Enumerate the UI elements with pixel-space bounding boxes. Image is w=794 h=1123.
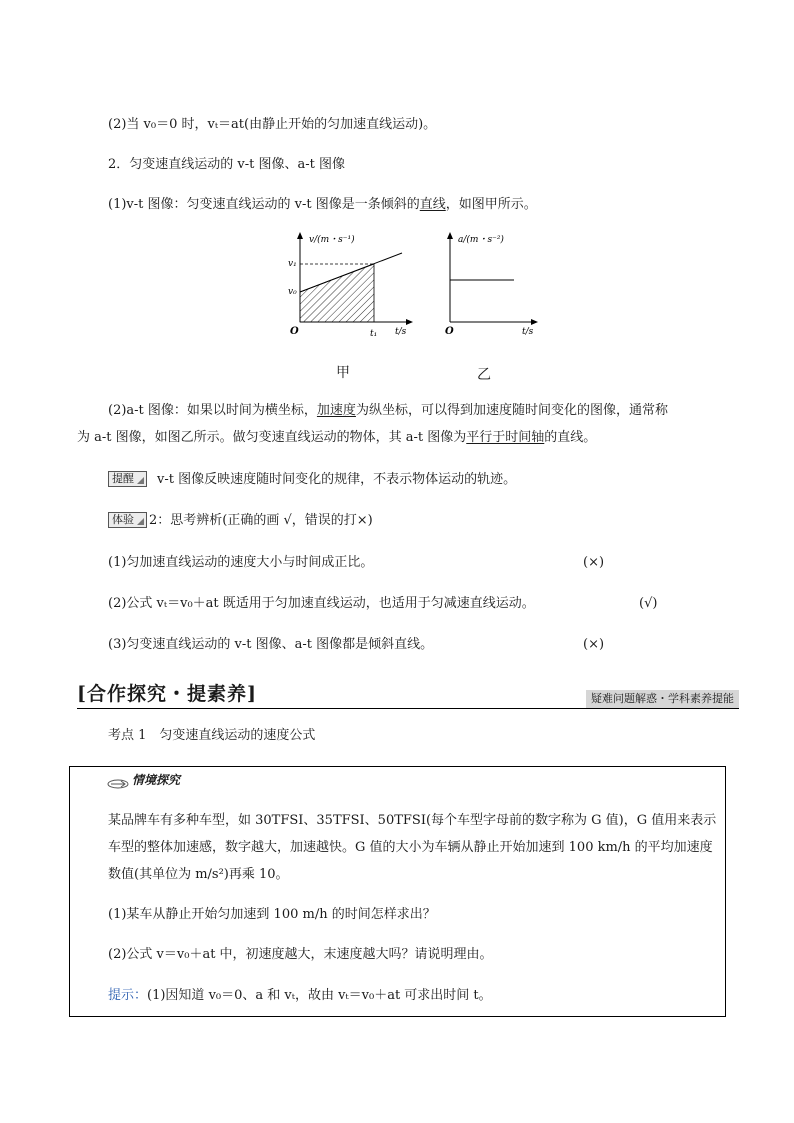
underlined-answer: 加速度 (316, 403, 356, 418)
text: 的直线。 (544, 430, 597, 445)
t1-label: t₁ (370, 329, 378, 339)
tip-line (108, 470, 516, 490)
hatched-area (300, 264, 374, 322)
x-arrow-icon (406, 319, 413, 325)
section-rule (77, 708, 739, 709)
section-title: [合作探究・提素养] (77, 683, 257, 705)
question-1: (1)匀加速直线运动的速度大小与时间成正比。 (108, 555, 374, 570)
v0-label: v₀ (288, 287, 297, 297)
underlined-answer: 平行于时间轴 (466, 430, 545, 445)
line-at-graph-cont (77, 428, 596, 448)
section-badge: 疑难问题解惑・学科素养提能 (586, 690, 739, 708)
text: 为 a-t 图像，如图乙所示。做匀变速直线运动的物体，其 a-t 图像为 (77, 430, 467, 445)
hint-line (108, 986, 492, 1006)
scenario-icon (107, 779, 129, 789)
vt-graph (282, 230, 422, 345)
scenario-paragraph: 某品牌车有多种车型，如 30TFSI、35TFSI、50TFSI(每个车型字母前的数字称为 G 值)，G 值用来表示车型的整体加速感，数字越大，加速越快。G 值的大小为车辆从静止开始加速到 100 km/h 的平均加速度数值(其单位为 m/s²)再乘 10。 (108, 813, 717, 882)
y-label: v/(m・s⁻¹) (309, 235, 355, 245)
kaodian-heading: 考点 1 匀变速直线运动的速度公式 (108, 728, 316, 743)
x-arrow-icon (531, 319, 538, 325)
question-3: (3)匀变速直线运动的 v-t 图像、a-t 图像都是倾斜直线。 (108, 637, 434, 652)
text: 为纵坐标，可以得到加速度随时间变化的图像，通常称 (355, 403, 668, 418)
underlined-answer: 直线 (419, 197, 446, 212)
x-label: t/s (522, 327, 534, 337)
question-2: (2)公式 vₜ＝v₀＋at 既适用于匀加速直线运动，也适用于匀减速直线运动。 (108, 596, 535, 611)
caption-jia: 甲 (336, 365, 350, 381)
line-v0-zero: (2)当 v₀＝0 时，vₜ＝at(由静止开始的匀加速直线运动)。 (108, 117, 437, 132)
y-arrow-icon (447, 232, 453, 239)
scenario-header: 情境探究 (132, 773, 181, 787)
tip-tag: 提醒 (108, 471, 147, 487)
caption-yi: 乙 (477, 367, 491, 383)
text: ，如图甲所示。 (445, 197, 537, 212)
heading-vt-at-graphs: 2．匀变速直线运动的 v-t 图像、a-t 图像 (108, 157, 345, 172)
v1-label: v₁ (288, 259, 297, 269)
origin-label: O (445, 326, 454, 337)
question-2-mark: (√) (639, 596, 658, 611)
line-at-graph (108, 401, 668, 421)
hint-text: (1)因知道 v₀＝0、a 和 vₜ，故由 vₜ＝v₀＋at 可求出时间 t。 (147, 988, 492, 1003)
exp-text: 2：思考辨析(正确的画 √，错误的打×) (149, 513, 373, 528)
scenario-box (69, 766, 726, 1017)
origin-label: O (290, 326, 299, 337)
question-1-mark: (×) (583, 555, 605, 570)
tip-text: v-t 图像反映速度随时间变化的规律，不表示物体运动的轨迹。 (157, 472, 517, 487)
at-graph (436, 230, 546, 345)
hint-label: 提示： (108, 988, 148, 1003)
scenario-q1: (1)某车从静止开始匀加速到 100 m/h 的时间怎样求出？ (108, 907, 436, 922)
scenario-q2: (2)公式 v＝v₀＋at 中，初速度越大，末速度越大吗？请说明理由。 (108, 947, 493, 962)
exp-tag: 体验 (108, 512, 147, 528)
question-3-mark: (×) (583, 637, 605, 652)
x-label: t/s (395, 327, 407, 337)
y-arrow-icon (297, 232, 303, 239)
line-vt-graph (108, 195, 537, 215)
text: (1)v-t 图像：匀变速直线运动的 v-t 图像是一条倾斜的 (108, 197, 420, 212)
y-label: a/(m・s⁻²) (458, 235, 504, 245)
exp-line (108, 511, 373, 531)
text: (2)a-t 图像：如果以时间为横坐标， (108, 403, 317, 418)
